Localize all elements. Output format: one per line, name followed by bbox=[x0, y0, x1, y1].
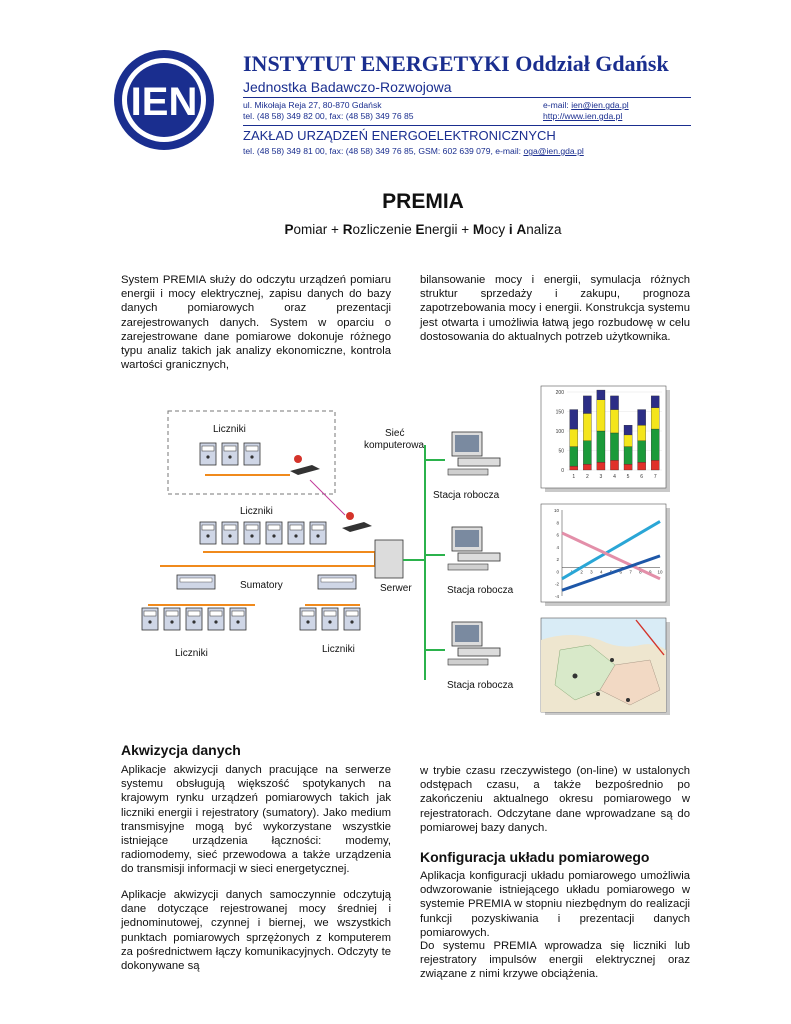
bar-ytick-label: 200 bbox=[555, 390, 564, 396]
line-ytick-label: 6 bbox=[556, 532, 559, 538]
bar-segment bbox=[651, 429, 659, 460]
meter bbox=[344, 608, 360, 630]
line-xtick-label: 5 bbox=[609, 569, 613, 575]
meter bbox=[200, 443, 216, 465]
bar-segment bbox=[624, 464, 632, 470]
line-xtick-label: 9 bbox=[648, 569, 652, 575]
address: ul. Mikołaja Reja 27, 80-870 Gdańsk bbox=[243, 100, 382, 110]
bar-segment bbox=[597, 390, 605, 400]
line-xtick-label: 8 bbox=[639, 569, 642, 575]
label-stacja-2: Stacja robocza bbox=[447, 585, 514, 596]
bar-xtick-label: 1 bbox=[572, 474, 576, 480]
meter bbox=[322, 608, 338, 630]
label-liczniki-top: Liczniki bbox=[213, 424, 246, 435]
bar-segment bbox=[624, 425, 632, 435]
label-liczniki-bl: Liczniki bbox=[175, 648, 208, 659]
section-konfiguracja-heading: Konfiguracja układu pomiarowego bbox=[420, 849, 650, 865]
modem-icon bbox=[290, 455, 320, 475]
intro-left: System PREMIA służy do odczytu urządzeń pomiaru energii i mocy elektrycznej, zapisu danych do bazy danych pomiarowych oraz prezentacji zarejestrowanych danych. System w oparciu o zarejestrowane dane pomiarowe dokonuje różnego typu analiz takich jak analizy ekonomiczne, kontrola wartości granicznych, bbox=[121, 274, 391, 372]
label-liczniki-br: Liczniki bbox=[322, 644, 355, 655]
meter bbox=[208, 608, 224, 630]
section-akwizycja-left: Aplikacje akwizycji danych pracujące na serwerze systemu obsługują większość spotykanych na krajowym rynku urządzeń pomiarowych takich jak liczniki energii i rejestratory (sumatory). Jako medium transmisyjne mogą być wykorzystane wszystkie istniejące urządzenia łączności: modemy, radiomodemy, sieć przewodowa a także urządzenia do transmisji informacji w sieci energetycznej. bbox=[121, 764, 391, 876]
bar-segment bbox=[583, 441, 591, 464]
meter bbox=[244, 522, 260, 544]
line-ytick-label: 2 bbox=[556, 557, 559, 563]
section-akwizycja-heading: Akwizycja danych bbox=[121, 742, 241, 758]
institute-name: INSTYTUT ENERGETYKI Oddział Gdańsk bbox=[243, 51, 669, 76]
meter bbox=[164, 608, 180, 630]
bar-segment bbox=[597, 400, 605, 431]
line-xtick-label: 1 bbox=[570, 569, 574, 575]
label-stacja-1: Stacja robocza bbox=[433, 490, 500, 501]
section-akwizycja-right: w trybie czasu rzeczywistego (on-line) w ustalonych odstępach czasu, a także bezpośrednio po zakończeniu aktualnego okresu pomiarowego w rejestratorach. Odczytane dane wprowadzane są do pomiarowej bazy danych. bbox=[420, 765, 690, 834]
label-stacja-3: Stacja robocza bbox=[447, 680, 514, 691]
bar-segment bbox=[583, 464, 591, 470]
line-ytick-label: -4 bbox=[554, 594, 559, 599]
meter bbox=[288, 522, 304, 544]
dept-email-link[interactable]: oga@ien.gda.pl bbox=[523, 146, 584, 156]
meter bbox=[300, 608, 316, 630]
email-label: e-mail: bbox=[543, 100, 572, 110]
website-link[interactable]: http://www.ien.gda.pl bbox=[543, 111, 623, 121]
bar-ytick-label: 150 bbox=[555, 409, 564, 416]
bar-segment bbox=[638, 410, 646, 426]
website-line bbox=[543, 111, 622, 121]
bar-segment bbox=[651, 396, 659, 408]
section-konfiguracja-p2: Do systemu PREMIA wprowadza się liczniki lub rejestratory impulsów energii elektrycznej oraz związane z nimi krzywe obciążenia. bbox=[420, 940, 690, 981]
label-serwer: Serwer bbox=[380, 583, 412, 594]
label-siec: Sieć bbox=[385, 428, 405, 439]
meter bbox=[222, 443, 238, 465]
label-sumatory: Sumatory bbox=[240, 580, 283, 591]
line-ytick-label: 10 bbox=[553, 508, 559, 513]
meter bbox=[310, 522, 326, 544]
bar-xtick-label: 3 bbox=[599, 474, 603, 480]
line-ytick-label: 4 bbox=[556, 544, 559, 550]
intro-right: bilansowanie mocy i energii, symulacja różnych struktur sprzedaży i zakupu, prognoza zapotrzebowania mocy i energii. Konstrukcja systemu jest otwarta i umożliwia łatwą jego rozbudowę w celu dostosowania do aktualnych potrzeb użytkownika. bbox=[420, 274, 690, 343]
bar-segment bbox=[583, 413, 591, 440]
sumator bbox=[318, 575, 356, 589]
bar-segment bbox=[651, 408, 659, 429]
bar-segment bbox=[597, 431, 605, 462]
bar-ytick-label: 50 bbox=[558, 448, 564, 455]
sumator bbox=[177, 575, 215, 589]
bar-ytick-label: 0 bbox=[561, 468, 564, 474]
department-contact bbox=[243, 146, 584, 156]
logo-text: IEN bbox=[130, 80, 198, 124]
header-divider-2 bbox=[243, 125, 691, 126]
bar-segment bbox=[570, 466, 578, 470]
section-akwizycja-left-2: Aplikacje akwizycji danych samoczynnie odczytują dane dotyczące rejestrowanej mocy średniej i jednominutowej, czynnej i biernej, we wszystkich punktach pomiarowych sprzężonych z komputerem za pośrednictwem łączy komunikacyjnych. Odczyty te dokonywane są bbox=[121, 889, 391, 973]
header-divider bbox=[243, 97, 691, 98]
page-title: PREMIA bbox=[382, 190, 464, 213]
bar-segment bbox=[570, 410, 578, 430]
bar-xtick-label: 4 bbox=[613, 474, 616, 480]
line-ytick-label: -2 bbox=[554, 581, 559, 587]
bar-segment bbox=[610, 396, 618, 410]
bar-segment bbox=[610, 460, 618, 470]
wireless-link bbox=[310, 480, 345, 515]
bar-segment bbox=[583, 396, 591, 414]
unit-name: Jednostka Badawczo-Rozwojowa bbox=[243, 79, 452, 95]
bar-xtick-label: 5 bbox=[626, 474, 630, 480]
email-line bbox=[543, 100, 629, 110]
workstation-icon bbox=[448, 622, 500, 665]
line-xtick-label: 10 bbox=[657, 569, 663, 575]
bar-segment bbox=[638, 425, 646, 441]
bar-xtick-label: 6 bbox=[640, 474, 644, 480]
line-xtick-label: 2 bbox=[580, 569, 583, 575]
bar-segment bbox=[610, 433, 618, 460]
meter bbox=[266, 522, 282, 544]
line-xtick-label: 6 bbox=[619, 569, 623, 575]
meter bbox=[186, 608, 202, 630]
bar-segment bbox=[624, 447, 632, 465]
system-diagram bbox=[110, 385, 680, 715]
modem-icon bbox=[342, 512, 372, 532]
meter bbox=[142, 608, 158, 630]
workstation-icon bbox=[448, 527, 500, 570]
dept-contact-text: tel. (48 58) 349 81 00, fax: (48 58) 349 76 85, GSM: 602 639 079, e-mail: bbox=[243, 146, 524, 156]
email-link[interactable]: ien@ien.gda.pl bbox=[571, 100, 629, 110]
bar-segment bbox=[638, 441, 646, 462]
bar-segment bbox=[638, 462, 646, 470]
bar-xtick-label: 2 bbox=[585, 474, 589, 480]
line-ytick-label: 8 bbox=[556, 520, 559, 526]
phone-fax: tel. (48 58) 349 82 00, fax: (48 58) 349 76 85 bbox=[243, 111, 414, 121]
label-liczniki-mid: Liczniki bbox=[240, 506, 273, 517]
meter bbox=[200, 522, 216, 544]
line-xtick-label: 3 bbox=[590, 569, 593, 575]
bar-segment bbox=[651, 460, 659, 470]
ien-logo bbox=[112, 48, 216, 152]
line-ytick-label: 0 bbox=[556, 569, 559, 575]
line-xtick-label: 7 bbox=[629, 569, 632, 575]
server-icon bbox=[375, 540, 403, 578]
meter bbox=[244, 443, 260, 465]
page-subtitle: Pomiar + Rozliczenie Energii + Mocy i Analiza bbox=[284, 222, 562, 237]
bar-segment bbox=[624, 435, 632, 447]
bar-segment bbox=[610, 410, 618, 433]
workstation-icon bbox=[448, 432, 500, 475]
bar-ytick-label: 100 bbox=[555, 429, 564, 435]
bar-segment bbox=[570, 447, 578, 467]
label-komputerowa: komputerowa bbox=[364, 440, 425, 451]
bar-xtick-label: 7 bbox=[653, 474, 657, 480]
meter bbox=[230, 608, 246, 630]
meter bbox=[222, 522, 238, 544]
bar-segment bbox=[570, 429, 578, 447]
bar-segment bbox=[597, 462, 605, 470]
line-xtick-label: 4 bbox=[599, 569, 603, 575]
section-konfiguracja-p1: Aplikacja konfiguracji układu pomiarowego umożliwia odwzorowanie istniejącego układu pomiarowego w systemie PREMIA w stopniu niezbędnym do realizacji funkcji pozyskiwania i prezentacji danych pomiarowych. bbox=[420, 870, 690, 939]
department-name: ZAKŁAD URZĄDZEŃ ENERGOELEKTRONICZNYCH bbox=[243, 128, 556, 143]
